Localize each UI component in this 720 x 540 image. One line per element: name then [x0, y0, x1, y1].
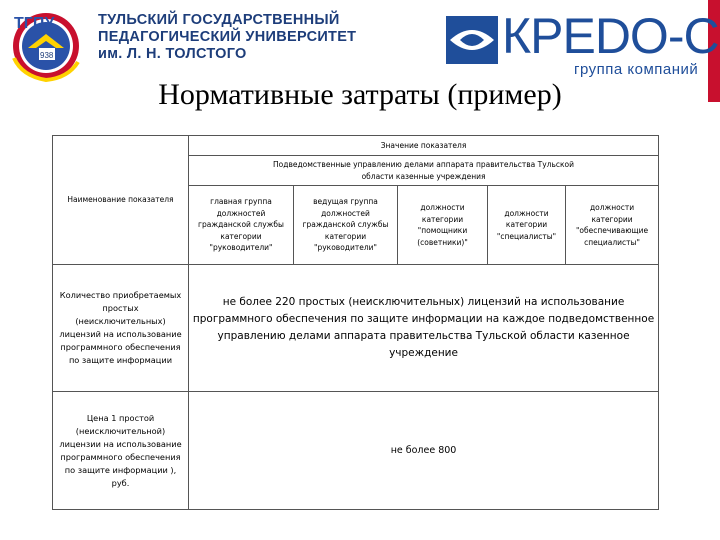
row-name-price: Цена 1 простой (неисключительной) лицензии на использование программного обеспечения по защите информации ), руб. [53, 392, 189, 510]
university-name [98, 12, 398, 63]
university-emblem-icon [6, 8, 90, 82]
cost-table [52, 135, 659, 510]
emblem-text: ТГПУ [14, 15, 55, 32]
university-name-line2: ПЕДАГОГИЧЕСКИЙ УНИВЕРСИТЕТ [98, 29, 357, 45]
category-specialists: должности категории "специалисты" [488, 186, 566, 265]
category-lead-group: ведущая группа должностей гражданской службы категории "руководители" [294, 186, 398, 265]
partner-logo [446, 8, 719, 78]
emblem-number: 938 [40, 51, 54, 60]
institutions-header: Подведомственные управлению делами аппарата правительства Тульской области казенные учреждения [189, 156, 659, 186]
category-head-group: главная группа должностей гражданской службы категории "руководители" [189, 186, 294, 265]
university-name-line3: им. Л. Н. ТОЛСТОГО [98, 46, 247, 62]
row-value-quantity: не более 220 простых (неисключительных) лицензий на использование программного обеспечения по защите информации на каждое подведомственное управлению делами аппарата правительства Тульской области казенное учреждение [189, 265, 659, 392]
row-name-quantity: Количество приобретаемых простых (неисключительных) лицензий на использование программного обеспечения по защите информации [53, 265, 189, 392]
name-header: Наименование показателя [53, 136, 189, 265]
row-value-price: не более 800 [189, 392, 659, 510]
page-title: Нормативные затраты (пример) [158, 78, 562, 111]
partner-logo-icon [446, 16, 498, 64]
category-assistants: должности категории "помощники (советники)" [398, 186, 488, 265]
partner-name: КРЕDO-С [502, 8, 719, 64]
university-name-line1: ТУЛЬСКИЙ ГОСУДАРСТВЕННЫЙ [98, 12, 340, 28]
partner-subtitle: группа компаний [574, 61, 699, 78]
value-header: Значение показателя [189, 136, 659, 156]
category-support-specialists: должности категории "обеспечивающие специалисты" [566, 186, 659, 265]
